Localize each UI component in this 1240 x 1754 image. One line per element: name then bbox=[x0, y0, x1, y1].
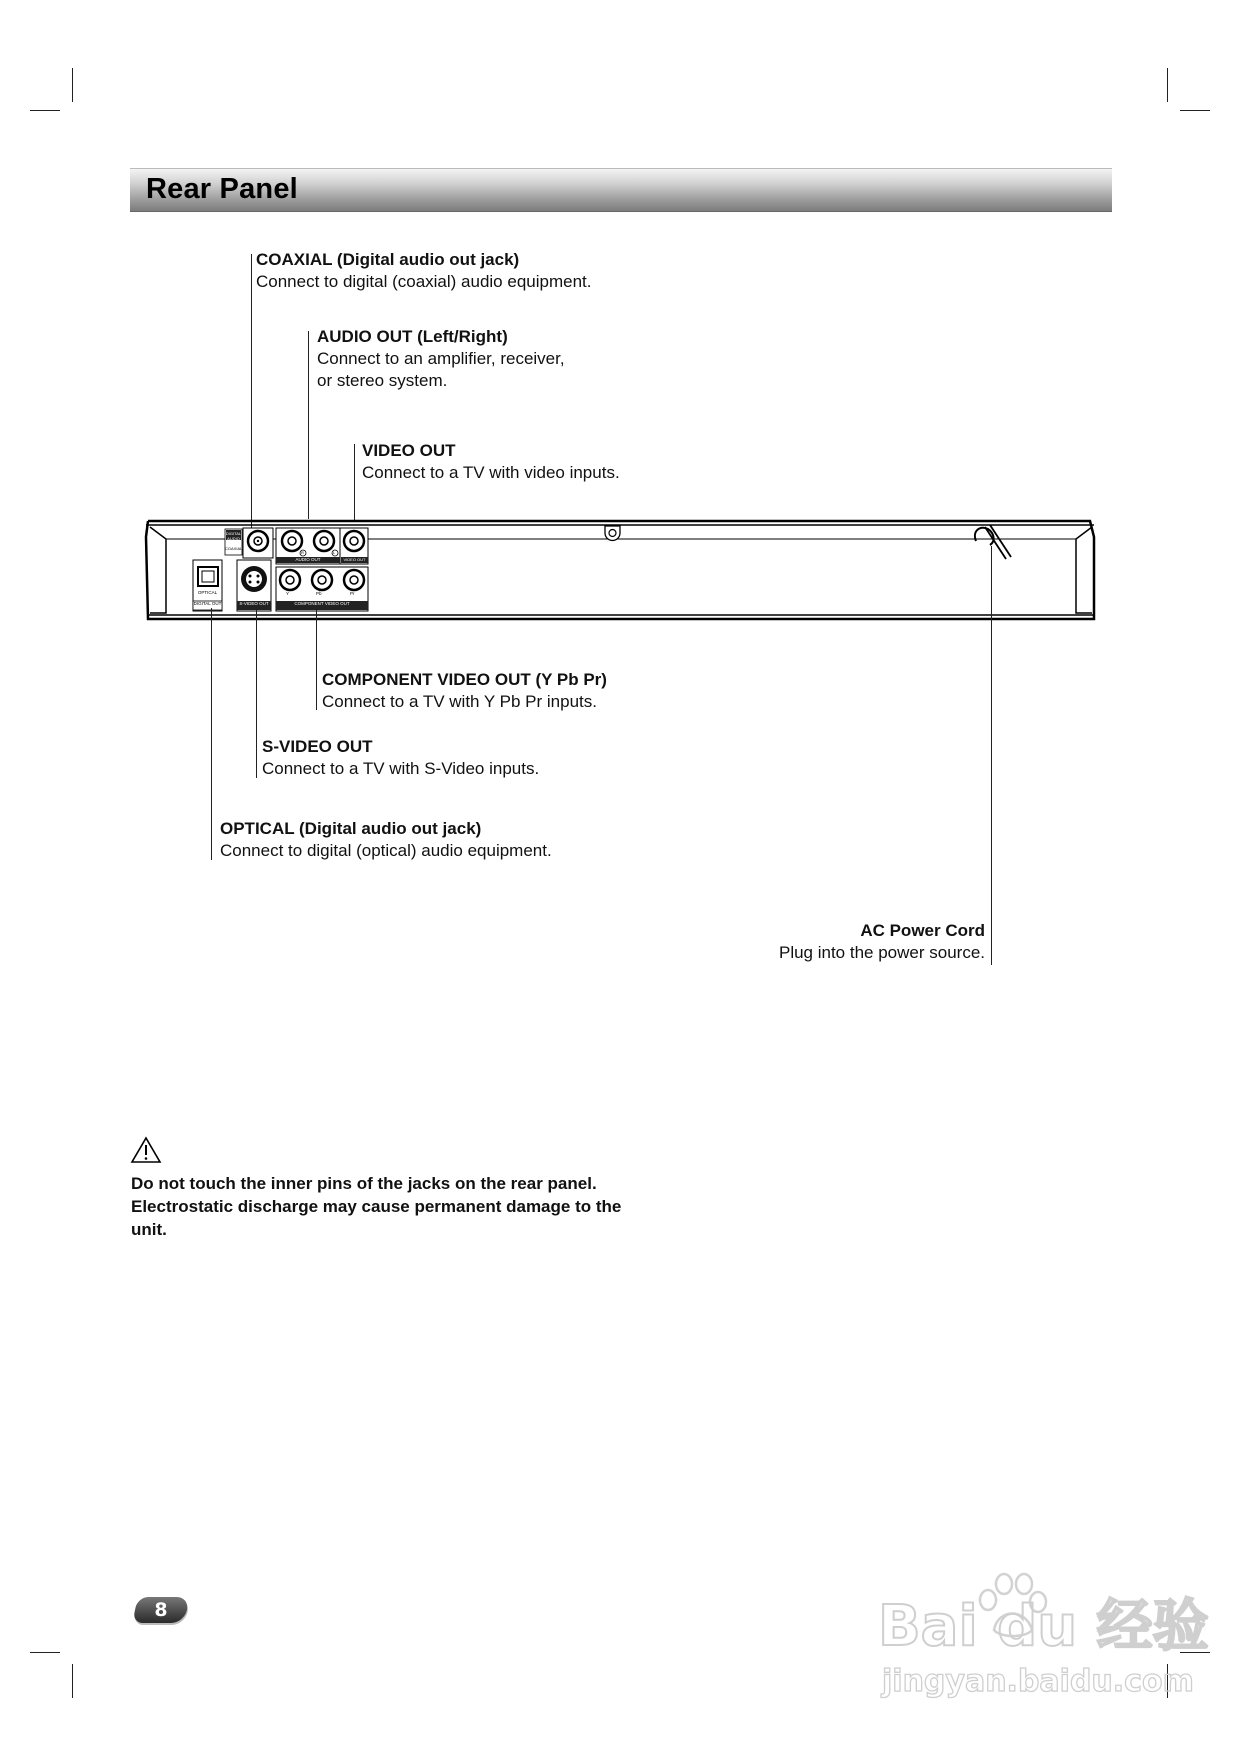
callout-desc: Connect to a TV with Y Pb Pr inputs. bbox=[322, 692, 597, 711]
leader-line-optical bbox=[211, 608, 212, 860]
crop-mark bbox=[72, 68, 73, 102]
panel-label-optical: OPTICAL bbox=[197, 590, 218, 595]
panel-label-video-out: VIDEO OUT bbox=[343, 557, 366, 562]
crop-mark bbox=[30, 110, 60, 111]
watermark-brand: Bai du 经验 bbox=[878, 1594, 1209, 1659]
callout-coaxial bbox=[256, 249, 591, 293]
panel-label-y: Y bbox=[286, 591, 290, 596]
callout-title: COAXIAL (Digital audio out jack) bbox=[256, 250, 520, 269]
callout-video-out bbox=[362, 440, 620, 484]
callout-desc: Connect to digital (coaxial) audio equipment. bbox=[256, 272, 592, 291]
callout-desc: Connect to a TV with video inputs. bbox=[362, 463, 620, 482]
crop-mark bbox=[30, 1652, 60, 1653]
panel-label-audio-out: AUDIO OUT bbox=[295, 557, 321, 562]
callout-title: AC Power Cord bbox=[860, 921, 985, 940]
warning-icon bbox=[130, 1136, 162, 1164]
panel-label-l: L bbox=[333, 550, 336, 555]
callout-ac-power bbox=[740, 920, 985, 964]
panel-label-r: R bbox=[301, 550, 304, 555]
crop-mark bbox=[72, 1664, 73, 1698]
panel-label-digital-out: DIGITAL OUT bbox=[193, 601, 222, 606]
ac-power-cord-icon bbox=[975, 525, 1011, 559]
callout-title: OPTICAL (Digital audio out jack) bbox=[220, 819, 482, 838]
panel-label-pr: Pr bbox=[350, 591, 355, 596]
callout-title: AUDIO OUT (Left/Right) bbox=[317, 327, 508, 346]
callout-desc: Connect to digital (optical) audio equipment. bbox=[220, 841, 552, 860]
warning-text: Do not touch the inner pins of the jacks on the rear panel. Electrostatic discharge may cause permanent damage to the unit. bbox=[131, 1174, 622, 1239]
coaxial-jack-icon bbox=[243, 528, 273, 558]
callout-title: S-VIDEO OUT bbox=[262, 737, 373, 756]
callout-desc: Connect to a TV with S-Video inputs. bbox=[262, 759, 540, 778]
callout-svideo bbox=[262, 736, 539, 780]
callout-desc: or stereo system. bbox=[317, 371, 448, 390]
screw-icon bbox=[605, 526, 620, 540]
panel-label-svideo-out: S-VIDEO OUT bbox=[239, 601, 269, 606]
page-number: 8 bbox=[154, 1599, 168, 1621]
leader-line-component bbox=[316, 608, 317, 710]
rear-panel-diagram bbox=[140, 515, 1100, 625]
leader-line-svideo bbox=[256, 608, 257, 778]
leader-line-ac-power bbox=[991, 546, 992, 965]
crop-mark bbox=[1167, 68, 1168, 102]
leader-line-audio-out bbox=[308, 331, 309, 519]
crop-mark bbox=[1180, 110, 1210, 111]
panel-label-coaxial: COAXIAL bbox=[225, 546, 243, 551]
callout-optical bbox=[220, 818, 552, 862]
callout-desc: Plug into the power source. bbox=[778, 943, 985, 962]
callout-component bbox=[322, 669, 607, 713]
leader-line-video-out bbox=[354, 444, 355, 521]
leader-line-coaxial bbox=[251, 254, 252, 536]
section-header-bar bbox=[130, 168, 1112, 212]
watermark-url: jingyan.baidu.com bbox=[882, 1664, 1194, 1699]
panel-label-pb: Pb bbox=[316, 591, 322, 596]
panel-label-digital-audio-out: DIGITAL AUDIO OUT bbox=[225, 531, 242, 546]
callout-desc: Connect to an amplifier, receiver, bbox=[317, 349, 565, 368]
callout-title: VIDEO OUT bbox=[362, 441, 456, 460]
callout-title: COMPONENT VIDEO OUT (Y Pb Pr) bbox=[322, 670, 607, 689]
callout-audio-out bbox=[317, 326, 565, 392]
panel-label-component-video-out: COMPONENT VIDEO OUT bbox=[294, 601, 350, 606]
page-title: Rear Panel bbox=[146, 173, 298, 205]
